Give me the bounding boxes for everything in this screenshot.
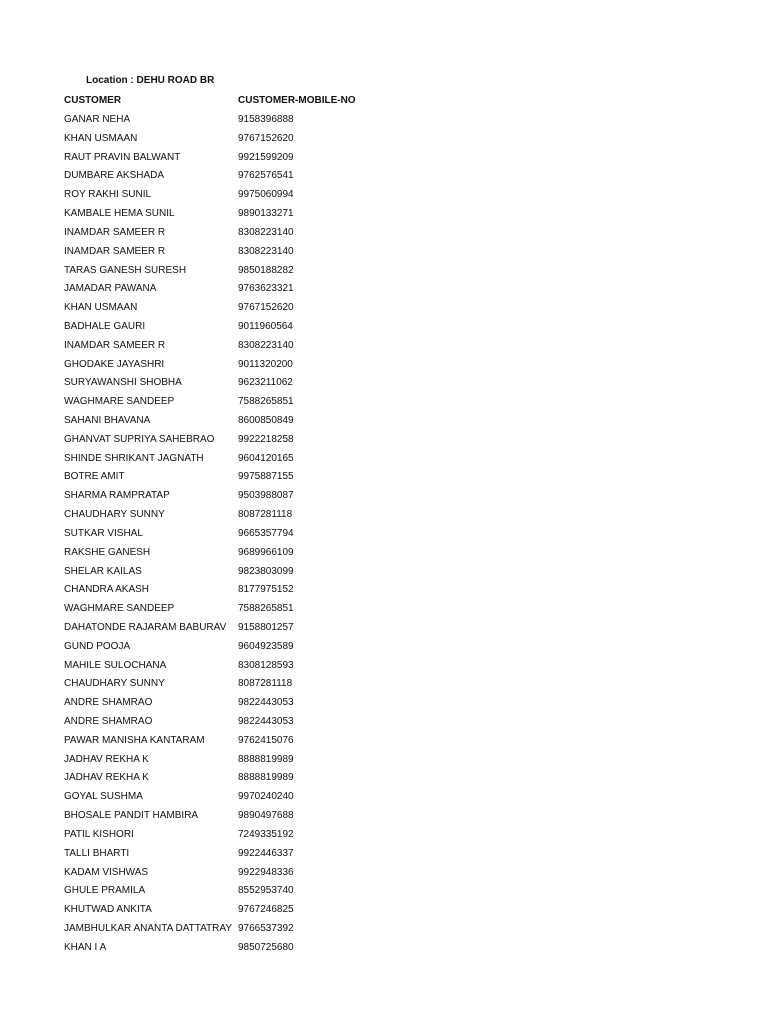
customer-mobile-cell: 9823803099	[238, 565, 294, 577]
customer-name-cell: BOTRE AMIT	[64, 471, 125, 483]
table-row	[64, 509, 464, 528]
customer-name-cell: RAUT PRAVIN BALWANT	[64, 151, 181, 163]
table-row	[64, 359, 464, 378]
customer-mobile-cell: 9970240240	[238, 791, 294, 803]
table-row	[64, 415, 464, 434]
customer-mobile-cell: 9158396888	[238, 114, 294, 125]
customer-mobile-cell: 8600850849	[238, 415, 294, 426]
customer-mobile-cell: 9158801257	[238, 621, 294, 633]
customer-mobile-cell: 9767152620	[238, 302, 294, 314]
customer-name-cell: KADAM VISHWAS	[64, 866, 149, 878]
table-row	[64, 735, 464, 754]
customer-name-cell: ANDRE SHAMRAO	[64, 697, 153, 709]
customer-mobile-cell: 9762576541	[238, 170, 294, 182]
customer-mobile-cell: 9604923589	[238, 640, 294, 652]
table-row	[64, 265, 464, 284]
customer-name-cell: ANDRE SHAMRAO	[64, 716, 153, 727]
customer-mobile-cell: 9766537392	[238, 922, 294, 934]
customer-name-cell: INAMDAR SAMEER R	[64, 339, 166, 351]
table-row	[64, 885, 464, 904]
table-row	[64, 566, 464, 585]
customer-mobile-cell: 9604120165	[238, 452, 294, 464]
customer-mobile-cell: 9850725680	[238, 941, 294, 953]
customer-mobile-cell: 9890133271	[238, 208, 294, 220]
table-row	[64, 133, 464, 152]
customer-mobile-cell: 9623211062	[238, 377, 293, 389]
table-row	[64, 302, 464, 321]
customer-name-cell: KHUTWAD ANKITA	[64, 904, 152, 916]
customer-name-cell: KHAN USMAAN	[64, 302, 138, 314]
table-row	[64, 152, 464, 171]
customer-mobile-cell: 9767246825	[238, 904, 294, 916]
customer-name-cell: KHAN USMAAN	[64, 132, 138, 144]
customer-name-cell: JAMBHULKAR ANANTA DATTATRAY	[64, 922, 232, 934]
customer-name-cell: JADHAV REKHA K	[64, 753, 149, 765]
table-row	[64, 754, 464, 773]
customer-mobile-cell: 8308223140	[238, 245, 294, 257]
table-row	[64, 396, 464, 415]
customer-mobile-cell: 8888819989	[238, 772, 294, 784]
table-row	[64, 848, 464, 867]
customer-name-cell: GANAR NEHA	[64, 114, 131, 125]
table-row	[64, 678, 464, 697]
table-row	[64, 453, 464, 472]
table-row	[64, 114, 464, 133]
table-row	[64, 772, 464, 791]
customer-mobile-cell: 8888819989	[238, 753, 294, 765]
customer-mobile-cell: 9011960564	[238, 320, 293, 332]
customer-name-cell: SUTKAR VISHAL	[64, 527, 143, 539]
customer-mobile-cell: 9890497688	[238, 810, 294, 822]
customer-name-cell: BHOSALE PANDIT HAMBIRA	[64, 810, 199, 822]
customer-name-cell: SURYAWANSHI SHOBHA	[64, 377, 182, 389]
customer-name-cell: KAMBALE HEMA SUNIL	[64, 208, 175, 220]
table-row	[64, 246, 464, 265]
customer-name-cell: SHINDE SHRIKANT JAGNATH	[64, 452, 204, 464]
customer-name-cell: INAMDAR SAMEER R	[64, 226, 166, 238]
table-row	[64, 189, 464, 208]
customer-mobile-cell: 9975060994	[238, 189, 294, 201]
table-row	[64, 377, 464, 396]
table-row	[64, 641, 464, 660]
customer-mobile-cell: 9689966109	[238, 546, 294, 558]
customer-table-body	[64, 114, 464, 961]
customer-mobile-cell: 9922948336	[238, 866, 294, 878]
customer-name-cell: ROY RAKHI SUNIL	[64, 189, 152, 201]
table-row	[64, 791, 464, 810]
customer-mobile-cell: 8308223140	[238, 226, 294, 238]
customer-mobile-cell: 8552953740	[238, 885, 294, 897]
table-row	[64, 227, 464, 246]
location-label: Location : DEHU ROAD BR	[86, 75, 215, 86]
customer-mobile-cell: 7588265851	[238, 603, 294, 615]
customer-mobile-cell: 9850188282	[238, 264, 294, 276]
mobile-column-header: CUSTOMER-MOBILE-NO	[238, 95, 356, 106]
table-row	[64, 716, 464, 735]
table-row	[64, 434, 464, 453]
customer-mobile-cell: 8308128593	[238, 659, 294, 671]
customer-name-cell: DAHATONDE RAJARAM BABURAV	[64, 621, 227, 633]
table-row	[64, 490, 464, 509]
customer-mobile-cell: 7588265851	[238, 396, 294, 408]
customer-name-cell: RAKSHE GANESH	[64, 546, 151, 558]
table-row	[64, 810, 464, 829]
table-row	[64, 528, 464, 547]
customer-name-cell: INAMDAR SAMEER R	[64, 245, 166, 257]
customer-name-cell: KHAN I A	[64, 941, 107, 953]
customer-name-cell: SHARMA RAMPRATAP	[64, 490, 170, 502]
customer-mobile-cell: 9922446337	[238, 847, 294, 859]
customer-mobile-cell: 9922218258	[238, 433, 294, 445]
table-row	[64, 867, 464, 886]
table-row	[64, 904, 464, 923]
table-row	[64, 697, 464, 716]
customer-name-cell: CHAUDHARY SUNNY	[64, 678, 165, 690]
table-row	[64, 321, 464, 340]
customer-mobile-cell: 8087281118	[238, 678, 293, 690]
customer-name-cell: GOYAL SUSHMA	[64, 791, 143, 803]
table-row	[64, 471, 464, 490]
customer-mobile-cell: 9762415076	[238, 734, 294, 746]
customer-name-cell: PAWAR MANISHA KANTARAM	[64, 734, 205, 746]
table-row	[64, 584, 464, 603]
customer-mobile-cell: 9011320200	[238, 358, 293, 370]
customer-name-cell: DUMBARE AKSHADA	[64, 170, 165, 182]
customer-name-cell: GHODAKE JAYASHRI	[64, 358, 165, 370]
customer-mobile-cell: 9763623321	[238, 283, 294, 295]
table-row	[64, 923, 464, 942]
customer-name-cell: WAGHMARE SANDEEP	[64, 603, 175, 615]
customer-mobile-cell: 8308223140	[238, 339, 294, 351]
customer-name-cell: CHAUDHARY SUNNY	[64, 509, 165, 521]
customer-name-cell: SAHANI BHAVANA	[64, 415, 151, 426]
table-row	[64, 208, 464, 227]
table-row	[64, 283, 464, 302]
customer-name-cell: MAHILE SULOCHANA	[64, 659, 167, 671]
customer-mobile-cell: 9665357794	[238, 527, 294, 539]
table-row	[64, 170, 464, 189]
customer-mobile-cell: 9975887155	[238, 471, 294, 483]
customer-mobile-cell: 7249335192	[238, 828, 294, 840]
customer-mobile-cell: 9822443053	[238, 697, 294, 709]
customer-mobile-cell: 8177975152	[238, 584, 294, 596]
customer-mobile-cell: 9921599209	[238, 151, 294, 163]
table-row	[64, 660, 464, 679]
table-row	[64, 622, 464, 641]
table-row	[64, 340, 464, 359]
customer-name-cell: WAGHMARE SANDEEP	[64, 396, 175, 408]
customer-name-cell: PATIL KISHORI	[64, 828, 134, 840]
customer-mobile-cell: 9822443053	[238, 716, 294, 727]
customer-name-cell: JAMADAR PAWANA	[64, 283, 157, 295]
table-row	[64, 603, 464, 622]
customer-name-cell: SHELAR KAILAS	[64, 565, 142, 577]
customer-name-cell: GHANVAT SUPRIYA SAHEBRAO	[64, 433, 215, 445]
customer-name-cell: GUND POOJA	[64, 640, 131, 652]
customer-name-cell: TARAS GANESH SURESH	[64, 264, 187, 276]
table-row	[64, 547, 464, 566]
customer-name-cell: GHULE PRAMILA	[64, 885, 146, 897]
customer-mobile-cell: 8087281118	[238, 509, 293, 521]
customer-name-cell: TALLI BHARTI	[64, 847, 130, 859]
customer-name-cell: JADHAV REKHA K	[64, 772, 149, 784]
customer-mobile-cell: 9503988087	[238, 490, 294, 502]
table-row	[64, 942, 464, 961]
customer-name-cell: BADHALE GAURI	[64, 320, 146, 332]
customer-name-cell: CHANDRA AKASH	[64, 584, 150, 596]
customer-column-header: CUSTOMER	[64, 95, 122, 106]
table-row	[64, 829, 464, 848]
customer-mobile-cell: 9767152620	[238, 132, 294, 144]
